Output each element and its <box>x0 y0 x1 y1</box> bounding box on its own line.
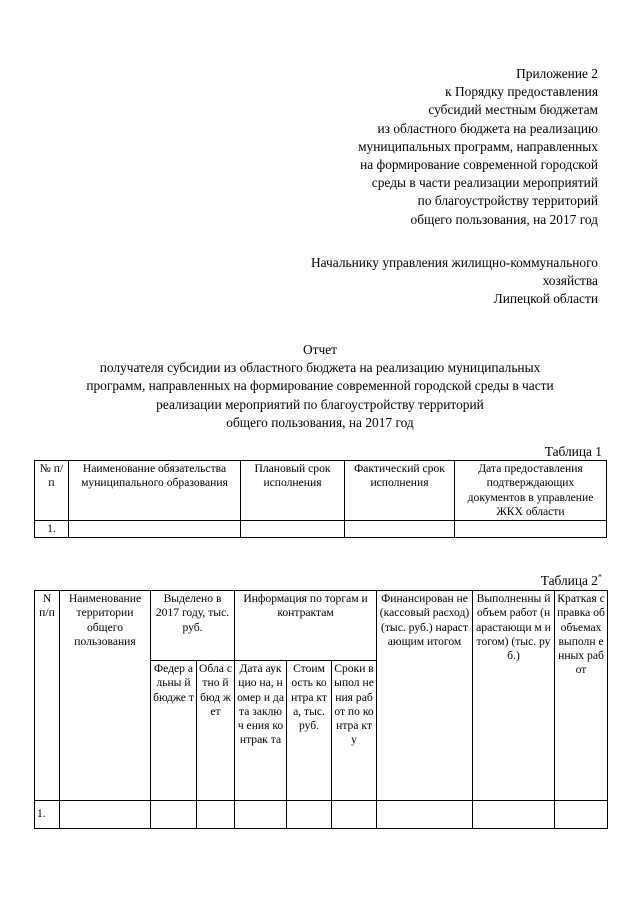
table1-header-row <box>35 461 607 521</box>
appendix-line: среды в части реализации мероприятий <box>371 175 598 191</box>
table2-header-federal: Федер альны й бюдже т <box>151 661 197 801</box>
appendix-line: Приложение 2 <box>516 66 598 81</box>
report-title-line: Отчет <box>302 342 338 357</box>
table1-cell: 1. <box>35 521 69 538</box>
table2-header-row-1 <box>35 591 608 661</box>
table2-cell <box>60 801 151 829</box>
table1 <box>34 460 607 538</box>
table2-cell <box>197 801 235 829</box>
table1-cell <box>345 521 455 538</box>
table2-cell <box>555 801 608 829</box>
table2-cell <box>473 801 555 829</box>
table2-header-num: N п/п <box>35 591 60 801</box>
table1-cell <box>455 521 607 538</box>
report-title-line: общего пользования, на 2017 год <box>226 414 414 430</box>
table2 <box>34 590 608 829</box>
report-title-line: программ, направленных на формирование современной городской среды в части <box>86 378 554 394</box>
table1-header-docs-date: Дата предоставления подтверждающих документов в управление ЖКХ области <box>455 461 607 521</box>
addressee-block <box>238 254 598 309</box>
appendix-line: общего пользования, на 2017 год <box>410 211 598 227</box>
table-row <box>35 801 608 829</box>
table2-header-terms: Сроки выпол нения работ по контра кту <box>332 661 377 801</box>
table1-caption: Таблица 1 <box>544 444 602 459</box>
addressee-line: Липецкой области <box>493 291 598 307</box>
table2-header-regional: Обла стно й бюд жет <box>197 661 235 801</box>
appendix-block <box>268 65 598 229</box>
report-title <box>40 341 600 432</box>
table2-caption-text: Таблица 2 <box>540 573 598 588</box>
table2-header-tenders: Информация по торгам и контрактам <box>235 591 377 661</box>
table-row <box>35 521 607 538</box>
table2-cell <box>287 801 332 829</box>
table1-cell <box>69 521 241 538</box>
addressee-line: Начальнику управления жилищно-коммунального <box>310 255 598 270</box>
appendix-line: из областного бюджета на реализацию <box>377 120 598 136</box>
table2-caption-footnote-mark: * <box>598 572 602 582</box>
appendix-line: на формирование современной городской <box>360 157 598 173</box>
table2-header-territory: Наименование территории общего пользования <box>60 591 151 801</box>
table2-cell <box>332 801 377 829</box>
table2-caption <box>541 573 602 589</box>
table1-cell <box>241 521 345 538</box>
table2-cell <box>235 801 287 829</box>
table2-cell <box>151 801 197 829</box>
table2-cell: 1. <box>35 801 60 829</box>
table1-header-obligation: Наименование обязательства муниципального образования <box>69 461 241 521</box>
appendix-line: по благоустройству территорий <box>417 193 598 209</box>
addressee-line: хозяйства <box>542 273 598 289</box>
table2-header-allocated: Выделено в 2017 году, тыс. руб. <box>151 591 235 661</box>
table2-header-volume: Выполненны й объем работ (нарастающи м итогом) (тыс. руб.) <box>473 591 555 801</box>
report-title-line: получателя субсидии из областного бюджета на реализацию муниципальных <box>99 360 541 376</box>
table1-header-num: № п/п <box>35 461 69 521</box>
appendix-line: муниципальных программ, направленных <box>358 138 598 154</box>
table2-header-auction: Дата аукцио на, номер и дата заключ ения контрак та <box>235 661 287 801</box>
table2-header-financing: Финансирован не (кассовый расход) (тыс. руб.) нарастающим итогом <box>377 591 473 801</box>
table1-header-planned: Плановый срок исполнения <box>241 461 345 521</box>
table2-cell <box>377 801 473 829</box>
table2-header-summary: Краткая справка об объемах выполн енных работ <box>555 591 608 801</box>
report-title-line: реализации мероприятий по благоустройству территорий <box>156 396 484 412</box>
table2-header-cost: Стоим ость контра кта, тыс. руб. <box>287 661 332 801</box>
table1-header-actual: Фактический срок исполнения <box>345 461 455 521</box>
appendix-line: субсидий местным бюджетам <box>428 102 598 118</box>
appendix-line: к Порядку предоставления <box>445 84 598 100</box>
